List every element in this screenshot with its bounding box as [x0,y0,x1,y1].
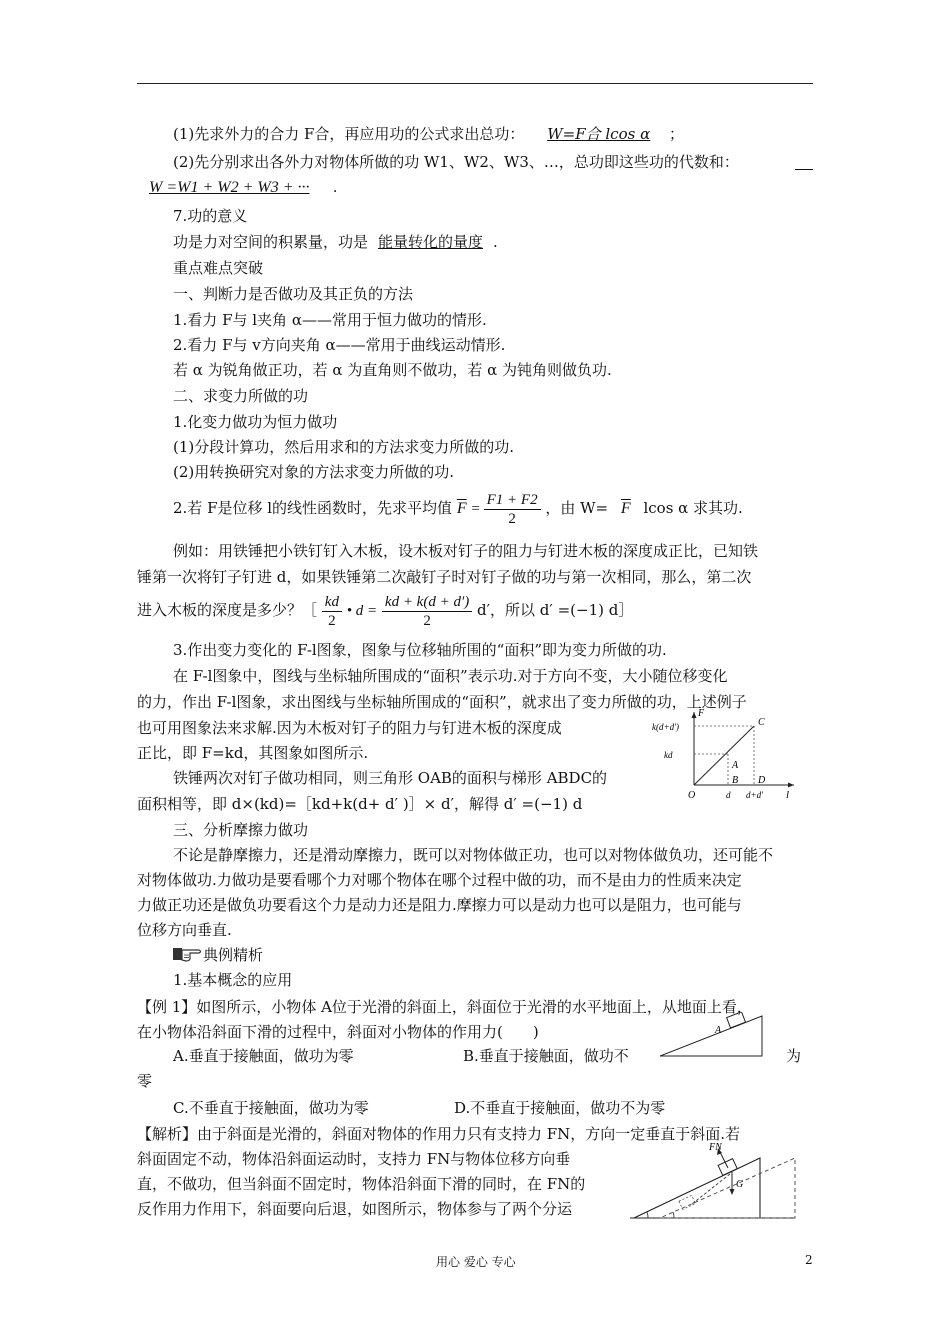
point-label: B [732,775,739,786]
fraction-denominator: 2 [423,612,431,629]
text: d′，所以 d′ =(−1) d］ [477,601,634,619]
text: lcos α 求其功. [643,499,743,517]
point-label: D [758,775,766,786]
text: 对物体做功.力做功是要看哪个力对哪个物体在哪个过程中做的功，而不是由力的性质来决定 [137,871,742,889]
heading: 二、求变力所做的功 [173,387,309,405]
incline-figure [660,1012,770,1060]
text: 也可用图象法来求解.因为木板对钉子的阻力与钉进木板的深度成 [137,719,562,737]
text: 锤第一次将钉子钉进 d，如果铁锤第二次敲钉子时对钉子做的功与第一次相同，那么，第二次 [137,568,752,586]
question-text: 在小物体沿斜面下滑的过程中，斜面对小物体的作用力( ) [137,1023,539,1041]
text: 面积相等，即 d×(kd)=［kd+k(d+ d′ )］× d′，解得 d′ =(−1) d [137,795,583,813]
answer-blank-line [795,152,813,170]
text: • d = [346,603,378,619]
moving-incline-figure [630,1140,810,1222]
text: 正比，即 F=kd，其图象如图所示. [137,744,369,762]
heading: 三、分析摩擦力做功 [173,821,309,839]
axis-label-f: F [698,708,705,719]
text: 力做正功还是做负功要看这个力是动力还是阻力.摩擦力可以是动力也可以是阻力，也可能与 [137,896,742,914]
force-label-g: G [736,1179,744,1190]
text: 不论是静摩擦力，还是滑动摩擦力，既可以对物体做正功，也可以对物体做负功，还可能不 [173,846,774,864]
tick-label: d [726,790,731,800]
origin-label: O [688,790,696,801]
section-title: 重点难点突破 [173,259,264,277]
text: (2)先分别求出各外力对物体所做的功 W1、W2、W3、…，总功即这些功的代数和： [173,153,739,171]
graph-line [694,726,754,785]
average-fraction [484,491,541,528]
axis-label-l: l [786,789,790,801]
text: ，由 W= [545,499,609,517]
text: 进入木板的深度是多少？［ [137,601,318,619]
text: 铁锤两次对钉子做功相同，则三角形 OAB的面积与梯形 ABDC的 [173,769,608,787]
header-rule [137,83,813,84]
fraction-numerator: F1 + F2 [484,491,541,510]
analysis-text: 直，不做功，但当斜面不固定时，物体沿斜面下滑的同时，在 FN的 [137,1175,586,1193]
text: 1.看力 F与 l夹角 α——常用于恒力做功的情形. [173,311,487,329]
tick-label: kd [664,750,673,760]
option-a: A.垂直于接触面，做功为零 [173,1047,354,1065]
text: ； [669,125,685,143]
text: . [493,233,498,251]
page-number: 2 [805,1253,813,1267]
answer-blank: W=F合 lcos α [547,125,651,143]
f-bar: $\overline{F}$ [620,500,631,517]
fraction [322,593,342,630]
analysis-text: 斜面固定不动，物体沿斜面运动时，支持力 FN与物体位移方向垂 [137,1150,571,1168]
heading: 一、判断力是否做功及其正负的方法 [173,285,414,303]
text: 1.基本概念的应用 [173,971,293,989]
f-bar: $\overline{F}$ [456,500,467,517]
text: . [333,179,338,196]
footer-text: 用心 爱心 专心 [436,1255,516,1269]
text: (1)分段计算功，然后用求和的方法求变力所做的功. [173,438,515,456]
block-shadow [679,1195,695,1209]
block-label: A [715,1025,722,1036]
pointing-hand-icon [173,946,203,962]
section-title: 7.功的意义 [173,207,248,225]
text: 位移方向垂直. [137,921,232,939]
option-b: B.垂直于接触面，做功不 [463,1047,629,1065]
formula-line: 2.若 F是位移 l的线性函数时，先求平均值 $\overline{F}$ = $\frac{F1 + F2}{2}$ ，由 $W= \overline{F}$ lcos α 求其功. [173,491,743,527]
text: 例如：用铁锤把小铁钉钉入木板，设木板对钉子的阻力与钉进木板的深度成正比，已知铁 [173,542,759,560]
text: 的力，作出 F-l图象，求出图线与坐标轴所围成的“面积”，就求出了变力所做的功，上述例子 [137,693,747,711]
tick-label: k(d+d′) [652,722,680,732]
fraction [382,593,472,630]
point-label: C [758,717,765,728]
fraction-denominator: 2 [328,612,336,629]
f-l-graph [652,706,802,802]
block-a [727,1012,746,1028]
section-title: 典例精析 [203,946,264,964]
text: (2)用转换研究对象的方法求变力所做的功. [173,463,455,481]
tick-label: d+d′ [746,790,764,800]
text-line [173,152,739,172]
text-line [173,232,498,252]
force-label-fn: FN [709,1142,722,1153]
answer-blank: 能量转化的量度 [378,233,484,251]
text: (1)先求外力的合力 F合，再应用功的公式求出总功： [173,125,525,143]
question-text: 【例 1】如图所示，小物体 A位于光滑的斜面上，斜面位于光滑的水平地面上，从地面上看， [137,998,752,1016]
text: 2.看力 F与 v方向夹角 α——常用于曲线运动情形. [173,336,506,354]
formula-line [149,178,338,198]
analysis-text: 反作用力作用下，斜面要向后退，如图所示，物体参与了两个分运 [137,1200,573,1218]
option-c: C.不垂直于接触面，做功为零 [173,1099,369,1117]
fraction-numerator: kd + k(d + d′) [382,593,472,612]
analysis-text: 【解析】由于斜面是光滑的，斜面对物体的作用力只有支持力 FN，方向一定垂直于斜面.若 [137,1125,741,1143]
text: 在 F-l图象中，图线与坐标轴所围成的“面积”表示功.对于方向不变，大小随位移变化 [173,667,728,685]
text: 3.作出变力变化的 F-l图象，图象与位移轴所围的“面积”即为变力所做的功. [173,641,667,659]
option-d: D.不垂直于接触面，做功不为零 [454,1099,666,1117]
fraction-denominator: 2 [508,510,516,527]
text: 零 [137,1072,153,1090]
fraction-numerator: kd [322,593,342,612]
formula-line [137,592,633,630]
point-label: A [732,760,739,771]
answer-blank: W =W1 + W2 + W3 + ··· [149,179,310,196]
text: 功是力对空间的积累量，功是 [173,233,369,251]
text: 2.若 F是位移 l的线性函数时，先求平均值 [173,499,453,517]
text: 为 [786,1047,802,1065]
text-line [173,124,684,144]
text: 1.化变力做功为恒力做功 [173,413,338,431]
text: 若 α 为锐角做正功，若 α 为直角则不做功，若 α 为钝角则做负功. [173,361,612,379]
